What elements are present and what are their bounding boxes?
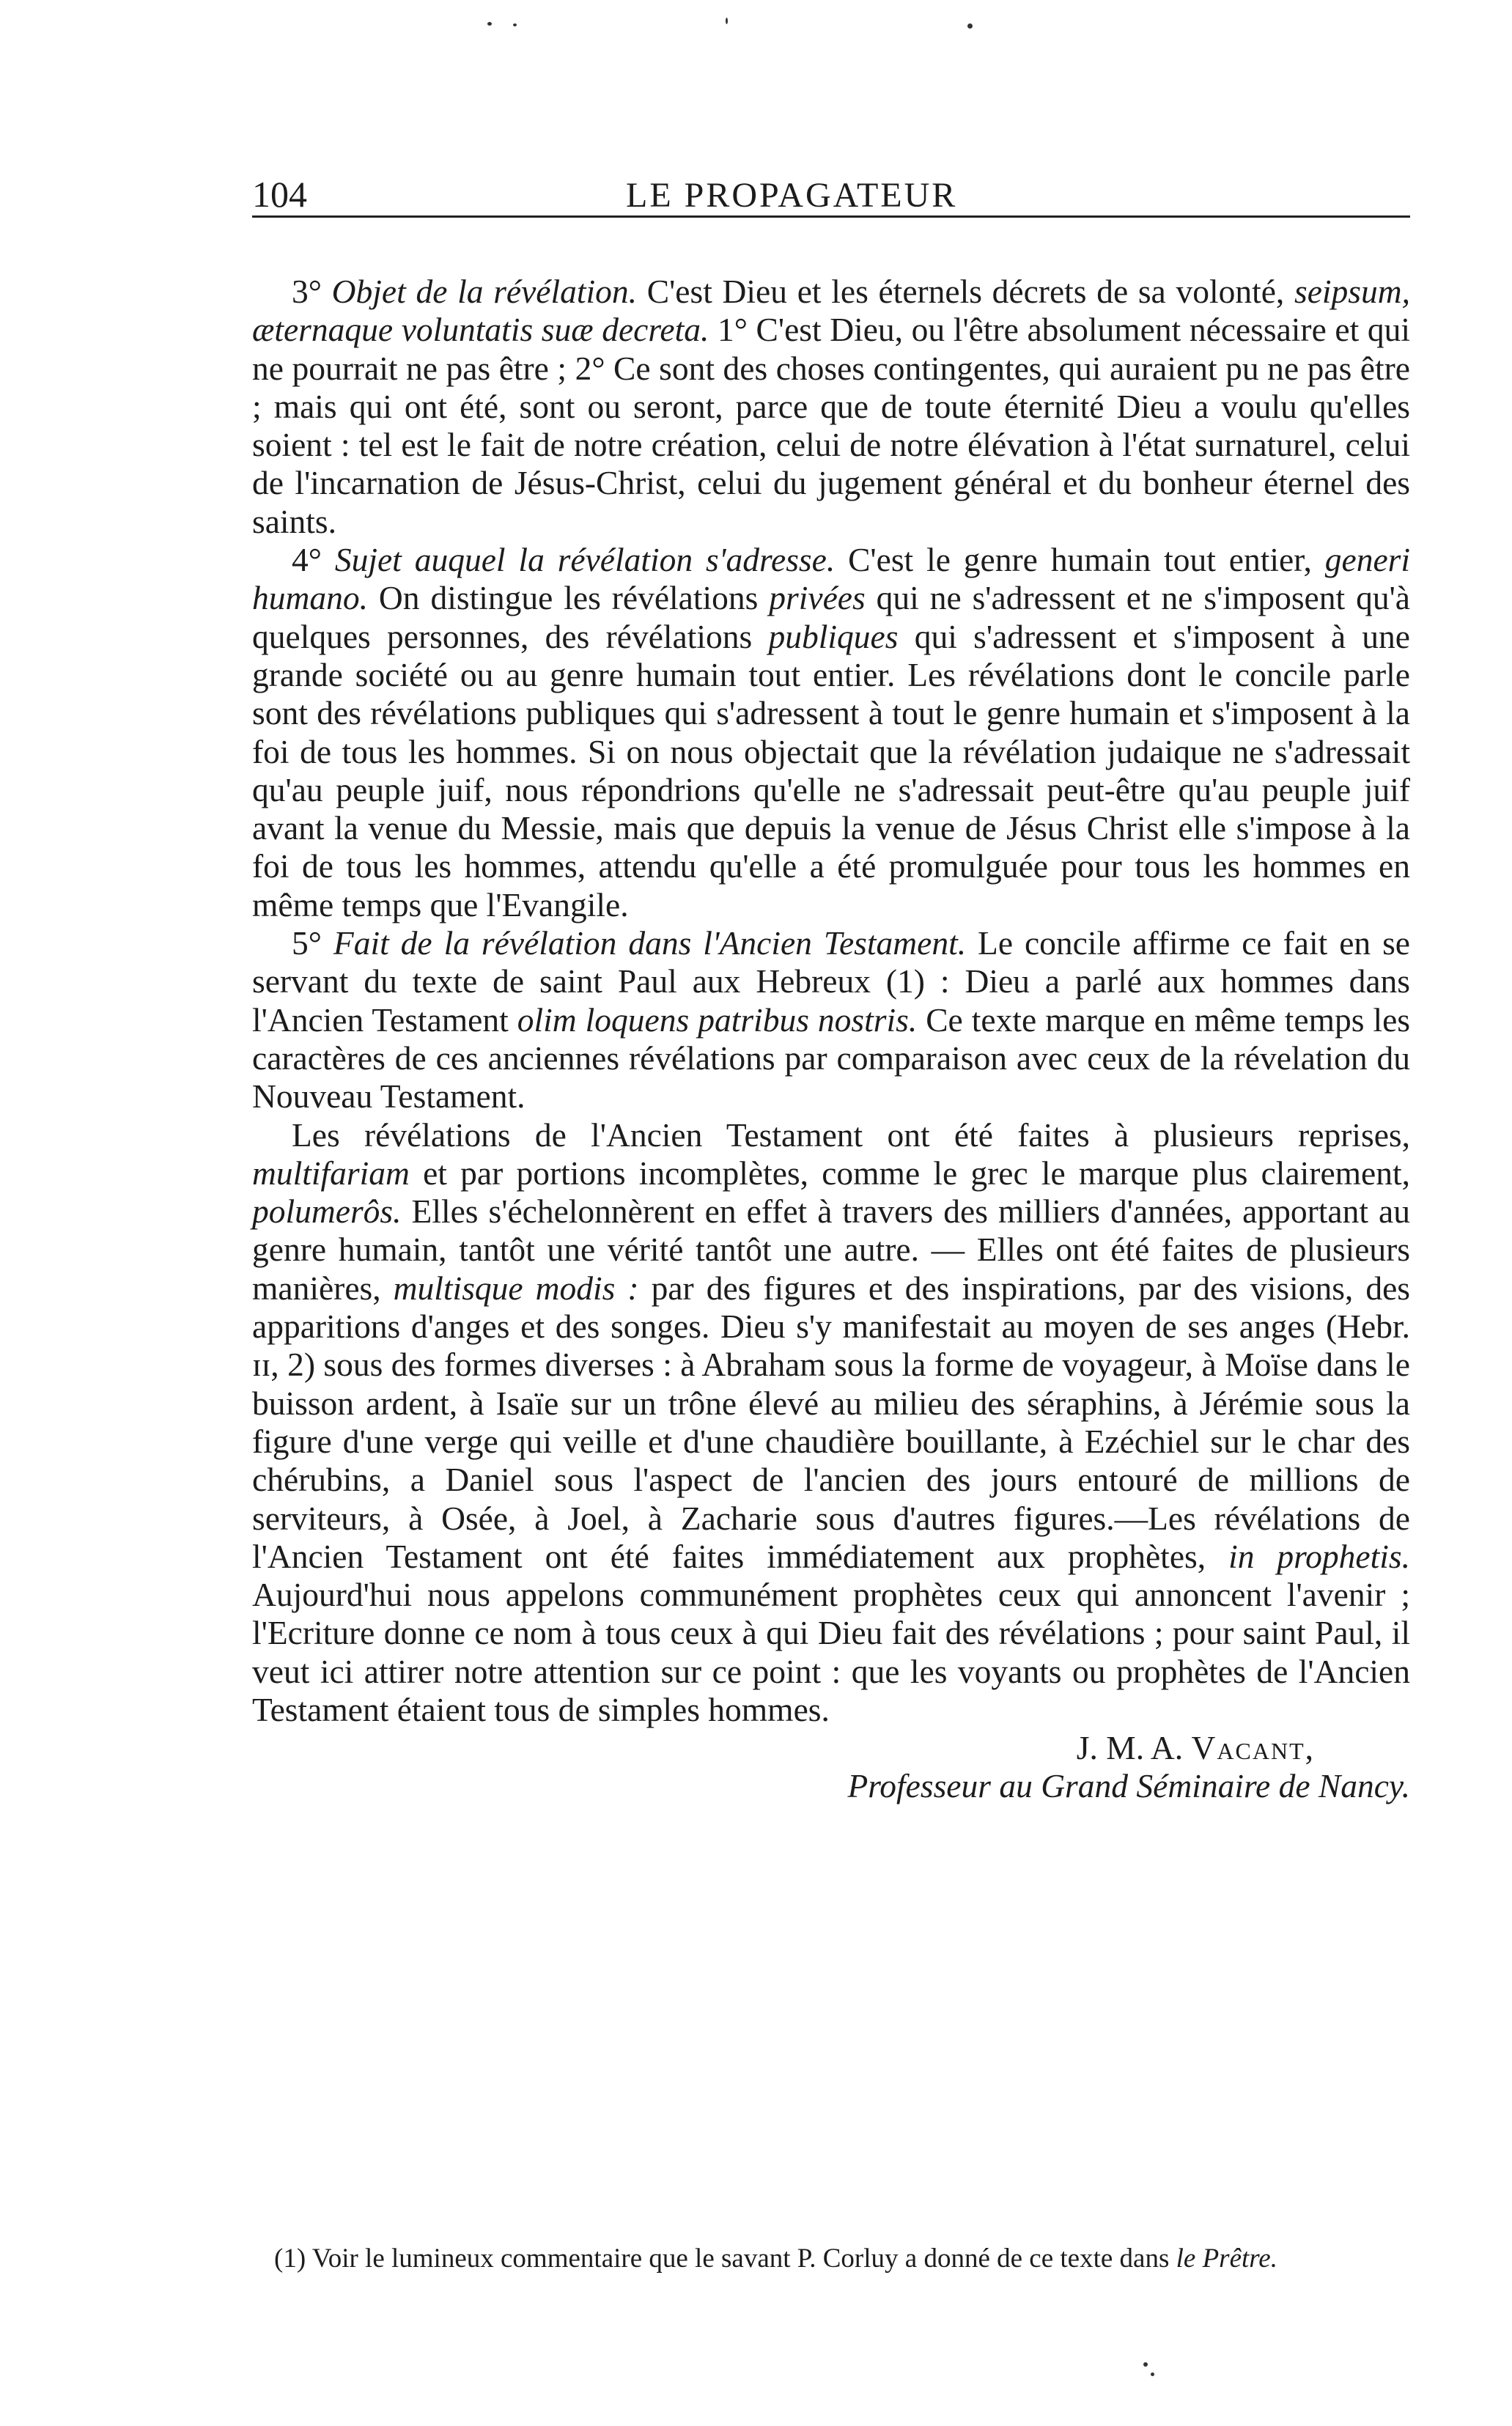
footnote-text: Voir le lumineux commentaire que le savant P. Corluy a donné de ce texte dans <box>306 2244 1176 2274</box>
footnote <box>252 2243 1410 2275</box>
footnote-marker: (1) <box>274 2244 306 2274</box>
paragraph-text: qui s'adressent et s'imposent à une grande société ou au genre humain tout entier. Les révélations dont le concile parle sont des révélations publiques qui s'adressent à tout le genre humain et s'imposent à la foi de tous les hommes. Si on nous objectait que la révélation judaique ne s'adressait qu'au peuple juif, nous répondrions qu'elle ne s'adressait peut-être qu'au peuple juif avant la venue du Messie, mais que depuis la venue de Jésus Christ elle s'impose à la foi de tous les hommes, attendu qu'elle a été promulguée pour tous les hommes en même temps que l'Evangile. <box>252 617 1411 923</box>
latin-quote: generi humano. <box>252 541 1411 617</box>
paragraph-number: 3° <box>292 273 332 310</box>
signature-title: Professeur au Grand Séminaire de Nancy. <box>847 1767 1410 1805</box>
paragraph-text: C'est le genre humain tout entier, <box>835 541 1325 579</box>
paragraph-text: Le concile affirme ce fait en se servant du texte de saint Paul aux Hebreux (1) : Dieu a parlé aux hommes dans l'Ancien Testament <box>252 924 1411 1039</box>
signature-name <box>252 1729 1315 1767</box>
paragraph-text: C'est Dieu et les éternels décrets de sa volonté, <box>637 273 1295 310</box>
paragraph-number: 4° <box>292 541 335 579</box>
paragraph-number: 5° <box>292 924 333 962</box>
body-text <box>252 273 1410 1805</box>
footnote-title: le Prêtre. <box>1176 2244 1277 2274</box>
latin-quote: in prophetis. <box>1228 1537 1410 1575</box>
latin-quote: olim loquens patribus nostris. <box>517 1000 918 1039</box>
latin-quote: multifariam <box>252 1154 410 1192</box>
emphasis: publiques <box>768 617 899 655</box>
latin-quote: seipsum, æternaque voluntatis suæ decreta. <box>252 273 1410 349</box>
signature-surname: Vacant, <box>1191 1729 1315 1767</box>
paragraph-old-testament-revelations <box>252 1116 1410 1730</box>
paragraph-subject-of-revelation <box>252 541 1410 924</box>
paragraph-text: par des figures et des inspirations, par des visions, des apparitions d'anges et des songes. Dieu s'y manifestait au moyen de ses anges (Hebr. ɪɪ, 2) sous des formes diverses : à Abraham sous la forme de voyageur, à Moïse dans le buisson ardent, à Isaïe sur un trône élevé au milieu des séraphins, à Jérémie sous la figure d'une verge qui veille et d'une chaudière bouillante, à Ezéchiel sur le char des chérubins, a Daniel sous l'aspect de l'ancien des jours entouré de millions de serviteurs, à Osée, à Joel, à Zacharie sous d'autres figures.—Les révélations de l'Ancien Testament ont été faites immédiatement aux prophètes, <box>252 1269 1410 1575</box>
latin-quote: multisque modis : <box>393 1269 639 1307</box>
paragraph-text: On distingue les révélations <box>367 579 770 617</box>
emphasis: privées <box>769 579 866 617</box>
paragraph-text: Elles s'échelonnèrent en effet à travers des milliers d'années, apportant au genre humain, tantôt une vérité tantôt une autre. — Elles ont été faites de plusieurs manières, <box>252 1192 1410 1307</box>
running-title: LE PROPAGATEUR <box>626 176 958 215</box>
paragraph-text: qui ne s'adressent et ne s'imposent qu'à quelques personnes, des révélations <box>252 579 1410 655</box>
signature-initials: J. M. A. <box>1076 1729 1192 1767</box>
scan-specks-top <box>0 13 1512 43</box>
section-heading: Objet de la révélation. <box>331 273 638 310</box>
paragraph-text: Ce texte marque en même temps les caractères de ces anciennes révélations par comparaison avec ceux de la révelation du Nouveau Testament. <box>252 1000 1410 1116</box>
page-number: 104 <box>252 174 307 215</box>
paragraph-text: Les révélations de l'Ancien Testament ont été faites à plusieurs reprises, <box>292 1116 1410 1154</box>
paragraph-text: 1° C'est Dieu, ou l'être absolument nécessaire et qui ne pourrait ne pas être ; 2° Ce sont des choses contingentes, qui auraient pu ne pas être ; mais qui ont été, sont ou seront, parce que de toute éternité Dieu a voulu qu'elles soient : tel est le fait de notre création, celui de notre élévation à l'état surnaturel, celui de l'incarnation de Jésus-Christ, celui du jugement général et du bonheur éternel des saints. <box>252 311 1410 540</box>
scan-specks-bottom <box>0 2356 1512 2378</box>
greek-term: polumerôs. <box>252 1192 402 1231</box>
paragraph-text: Aujourd'hui nous appelons communément prophètes ceux qui annoncent l'avenir ; l'Ecriture donne ce nom à tous ceux à qui Dieu fait des révélations ; pour saint Paul, il veut ici attirer notre attention sur ce point : que les voyants ou prophètes de l'Ancien Testament étaient tous de simples hommes. <box>252 1576 1410 1728</box>
section-heading: Fait de la révélation dans l'Ancien Testament. <box>333 924 967 962</box>
paragraph-revelation-old-testament <box>252 924 1410 1116</box>
paragraph-object-of-revelation <box>252 273 1410 541</box>
page-header <box>252 167 1410 218</box>
section-heading: Sujet auquel la révélation s'adresse. <box>334 541 836 579</box>
paragraph-text: et par portions incomplètes, comme le grec le marque plus clairement, <box>409 1154 1410 1192</box>
